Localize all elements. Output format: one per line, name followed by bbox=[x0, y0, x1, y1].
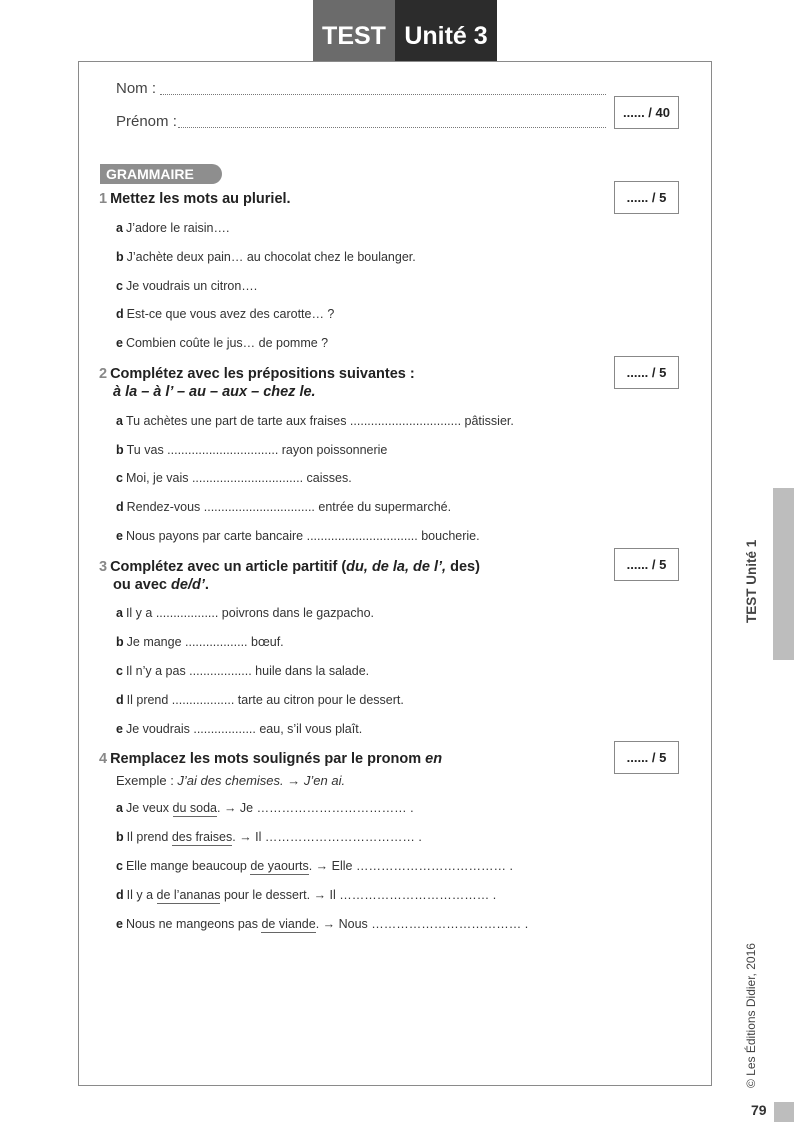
exercise-4-item-e: e Nous ne mangeons pas de viande. → Nous ……………………………… . bbox=[116, 917, 529, 931]
exercise-3-score[interactable]: ...... / 5 bbox=[614, 548, 679, 581]
exercise-4-item-d: d Il y a de l’ananas pour le dessert. → Il ……………………………… . bbox=[116, 888, 497, 902]
exercise-3-item-d: d Il prend .................. tarte au citron pour le dessert. bbox=[116, 693, 404, 707]
exercise-3-item-a: a Il y a .................. poivrons dans le gazpacho. bbox=[116, 606, 374, 620]
side-unit-label: TEST Unité 1 bbox=[744, 539, 759, 623]
exercise-2-item-c: c Moi, je vais ................................ caisses. bbox=[116, 471, 352, 485]
exercise-3-item-c: c Il n’y a pas .................. huile dans la salade. bbox=[116, 664, 370, 678]
exercise-4-item-b: b Il prend des fraises. → Il ……………………………… . bbox=[116, 830, 422, 844]
exercise-2-item-d: d Rendez-vous ................................ entrée du supermarché. bbox=[116, 500, 452, 514]
exercise-3-number: 3 bbox=[99, 559, 108, 575]
side-tab-bar bbox=[773, 488, 794, 660]
page-header bbox=[313, 0, 497, 61]
exercise-2-title bbox=[99, 365, 415, 401]
exercise-2-prepositions: à la – à l’ – au – aux – chez le. bbox=[113, 384, 316, 400]
exercise-4-item-c: c Elle mange beaucoup de yaourts. → Elle ……………………………… . bbox=[116, 859, 513, 873]
header-test-label: TEST bbox=[313, 0, 395, 61]
nom-field[interactable] bbox=[160, 94, 606, 95]
exercise-1-title bbox=[99, 190, 291, 208]
prenom-field[interactable] bbox=[178, 127, 606, 128]
header-unit-label: Unité 3 bbox=[395, 0, 497, 61]
exercise-3-title: 3 Complétez avec un article partitif (du, de la, de l’, des) ou avec de/d’. bbox=[99, 559, 480, 593]
exercise-4-title: 4 Remplacez les mots soulignés par le pronom en bbox=[99, 751, 443, 767]
exercise-2-instruction: Complétez avec les prépositions suivantes : bbox=[110, 366, 415, 382]
exercise-1-number: 1 bbox=[99, 191, 108, 207]
exercise-1-item-b: b J’achète deux pain… au chocolat chez le boulanger. bbox=[116, 250, 416, 264]
exercise-3-item-e: e Je voudrais .................. eau, s’il vous plaît. bbox=[116, 722, 363, 736]
exercise-4-example: Exemple : J’ai des chemises. → J’en ai. bbox=[116, 773, 346, 788]
copyright-notice: © Les Éditions Didier, 2016 bbox=[744, 943, 758, 1088]
exercise-4-number: 4 bbox=[99, 751, 108, 767]
nom-label: Nom : bbox=[116, 80, 157, 97]
exercise-4-item-a: a Je veux du soda. → Je ……………………………… . bbox=[116, 801, 414, 815]
page-number-tab bbox=[774, 1102, 794, 1122]
prenom-label: Prénom : bbox=[116, 113, 177, 130]
exercise-2-item-e: e Nous payons par carte bancaire ................................ boucherie. bbox=[116, 529, 480, 543]
exercise-1-item-c: c Je voudrais un citron…. bbox=[116, 279, 258, 293]
exercise-2-item-b: b Tu vas ................................ rayon poissonnerie bbox=[116, 443, 388, 457]
page-number: 79 bbox=[751, 1102, 767, 1118]
exercise-1-item-d: d Est-ce que vous avez des carotte… ? bbox=[116, 307, 335, 321]
exercise-2-item-a: a Tu achètes une part de tarte aux fraises ................................ pâtissier. bbox=[116, 414, 514, 428]
exercise-1-item-e: e Combien coûte le jus… de pomme ? bbox=[116, 336, 329, 350]
exercise-2-number: 2 bbox=[99, 366, 108, 382]
exercise-1-score[interactable]: ...... / 5 bbox=[614, 181, 679, 214]
exercise-1-item-a: a J’adore le raisin…. bbox=[116, 221, 230, 235]
exercise-3-item-b: b Je mange .................. bœuf. bbox=[116, 635, 284, 649]
exercise-2-score[interactable]: ...... / 5 bbox=[614, 356, 679, 389]
exercise-4-score[interactable]: ...... / 5 bbox=[614, 741, 679, 774]
total-score-box[interactable]: ...... / 40 bbox=[614, 96, 679, 129]
exercise-1-instruction: Mettez les mots au pluriel. bbox=[110, 191, 291, 207]
section-grammaire: GRAMMAIRE bbox=[100, 164, 222, 184]
